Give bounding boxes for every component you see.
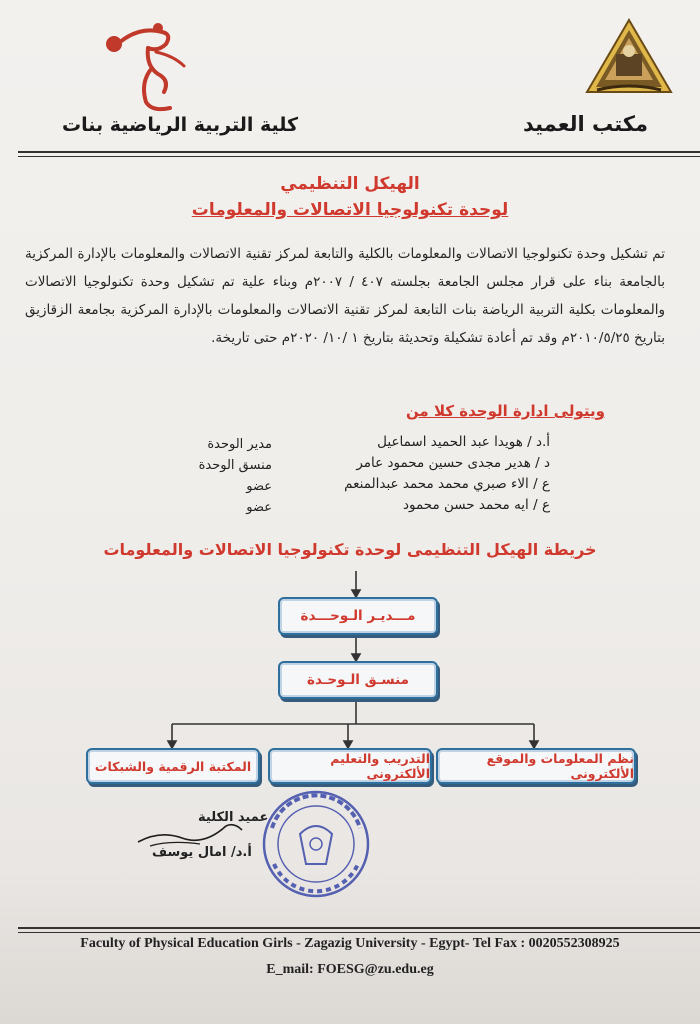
faculty-runner-logo-icon xyxy=(100,22,190,114)
official-stamp-icon xyxy=(260,788,372,900)
document-subtitle: لوحدة تكنولوجيا الاتصالات والمعلومات xyxy=(191,200,509,220)
dean-title-label: عميد الكلية xyxy=(198,810,269,825)
member-name: ع / الاء صبري محمد محمد عبدالمنعم xyxy=(344,476,550,492)
management-heading: ويتولى ادارة الوحدة كلا من xyxy=(405,402,605,420)
org-box-coordinator: منسـق الـوحـدة xyxy=(278,661,438,699)
intro-paragraph: تم تشكيل وحدة تكنولوجيا الاتصالات والمعلومات بالكلية والتابعة لمركز تقنية الاتصالات والمعلومات بالإدارة المركزية بالجامعة بناء على قرار مجلس الجامعة بجلسته ٤٠٧ / ٢٠٠٧م وبناء علية تم تشكيل وحدة تكنولوجيا الاتصالات والمعلومات بكلية التربية الرياضة بنات التابعة لمركز تقنية الاتصالات والمعلومات بالإدارة المركزية بجامعة الزقازيق بتاريخ ٢٠١٠/٥/٢٥م وقد تم أعادة تشكيلة وتحديثة بتاريخ ١ /١٠/ ٢٠٢٠م حتى تاريخة. xyxy=(25,246,665,346)
university-logo-icon xyxy=(583,18,675,96)
member-role: عضو xyxy=(246,500,272,515)
footer-divider-thin xyxy=(18,932,700,933)
dean-name-label: أ.د/ امال يوسف xyxy=(152,845,252,860)
member-role: منسق الوحدة xyxy=(198,458,272,473)
org-box-information-systems: نظم المعلومات والموقع الألكترونى xyxy=(436,748,636,784)
document-title: الهيكل التنظيمي xyxy=(280,174,420,194)
member-name: أ.د / هويدا عبد الحميد اسماعيل xyxy=(377,434,550,450)
header-divider-thin xyxy=(18,156,700,157)
org-box-director: مـــديـر الـوحـــدة xyxy=(278,597,438,635)
member-role: عضو xyxy=(246,479,272,494)
footer-email: E_mail: FOESG@zu.edu.eg xyxy=(266,962,434,977)
footer-divider xyxy=(18,927,700,929)
org-box-digital-library: المكتبة الرقمية والشبكات xyxy=(86,748,260,784)
member-name: د / هدير مجدى حسين محمود عامر xyxy=(356,455,550,471)
header-divider xyxy=(18,151,700,153)
faculty-name-label: كلية التربية الرياضية بنات xyxy=(62,114,299,136)
footer-address: Faculty of Physical Education Girls - Zagazig University - Egypt- Tel Fax : 0020552308925 xyxy=(80,936,620,951)
org-box-e-learning: التدريب والتعليم الألكترونى xyxy=(268,748,432,784)
member-role: مدير الوحدة xyxy=(207,437,272,452)
org-chart-title: خريطة الهيكل التنظيمى لوحدة تكنولوجيا الاتصالات والمعلومات xyxy=(103,540,597,559)
member-name: ع / ايه محمد حسن محمود xyxy=(402,497,550,513)
dean-office-label: مكتب العميد xyxy=(522,112,648,136)
